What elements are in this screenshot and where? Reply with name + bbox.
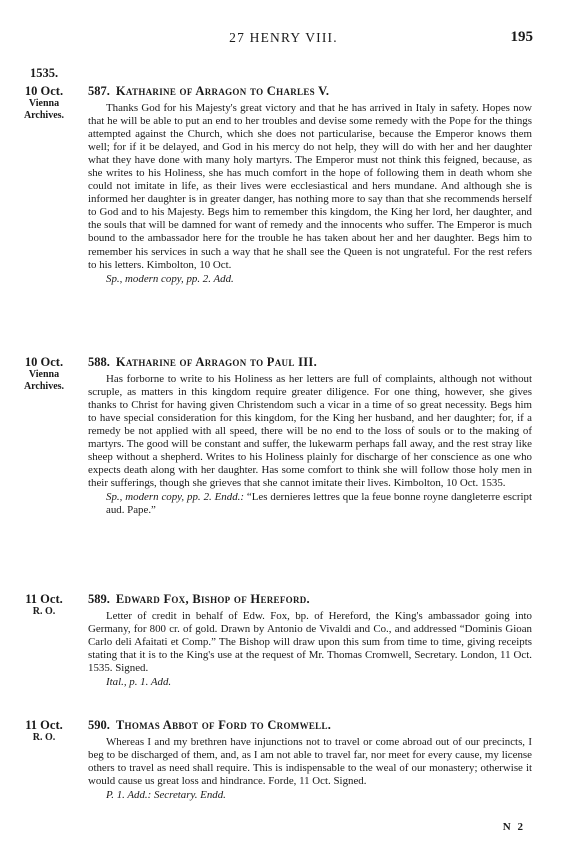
entry-date: 11 Oct.	[25, 592, 63, 606]
entry-note-text: Sp., modern copy, pp. 2. Add.	[106, 272, 234, 285]
entry-heading	[88, 718, 532, 733]
entry-note-text: Ital., p. 1. Add.	[106, 676, 172, 689]
entry-title: Katharine of Arragon to Paul III.	[115, 355, 317, 369]
entry-text: Letter of credit in behalf of Edw. Fox, bp. of Hereford, the King's ambassador going into Germany, for 800 cr. of gold. Drawn by Antonio de Vivaldi and Co., and addressed “Dominis Gioan Carlo deli Afaitati et Comp.” The Bishop will draw upon this sum from time to time, giving receipts stating that it is to the King's use at the request of Mr. Thomas Cromwell, Secretary. London, 11 Oct. 1535. Signed.	[88, 610, 532, 675]
entry-body	[88, 84, 532, 286]
entry-date: 11 Oct.	[25, 718, 63, 732]
entry-location: R. O.	[32, 732, 56, 743]
entry-text: Thanks God for his Majesty's great victory and that he has arrived in Italy in safety. Hopes now that he will be able to put an end to her troubles and devise some remedy with the Pope for the things attempted against the Church, which she does not particularise, because the Emperor knows them well; for if it be delayed, and God in his mercy do not help, they will do with her and her daughter what they have done with many holy martyrs. The Emperor must not think this feigned, because, as she writes to his Holiness, she has much comfort in the hope of following them in death whom she could not imitate in life, as their lives were ecclesiastical and hers mundane. And although she is informed her daughter is in greater danger, has nothing more to say than that she recommends herself to God and to his Majesty. Begs him to remember this kingdom, the King her lord, her daughter, and the souls that will be damned for want of remedy and the innocents who suffer. The Emperor is much bound to the ambassador here for the trouble he has taken about her and her daughter. Begs him to remember his services in such a way that he shall see the Queen is not ungrateful. For the rest refers to his letters. Kimbolton, 10 Oct.	[88, 102, 532, 271]
entry-endorsement: “Les dernieres lettres que la feue bonne royne dangleterre escript aud. Pape.”	[106, 491, 532, 517]
entry-note	[106, 491, 532, 517]
year-marker: 1535.	[30, 66, 59, 80]
entry-heading	[88, 84, 532, 99]
entry-body	[88, 718, 532, 802]
entry-margin	[8, 592, 80, 618]
entry-note	[106, 789, 532, 802]
entry-number: 588.	[88, 355, 110, 369]
entry-location: R. O.	[32, 606, 56, 617]
page-number: 195	[510, 29, 533, 45]
entry-number: 589.	[88, 592, 110, 606]
entry-location: Vienna Archives.	[23, 98, 65, 121]
entry-margin	[8, 718, 80, 744]
entry-heading	[88, 592, 532, 607]
entry-note	[106, 676, 532, 689]
entry-title: Thomas Abbot of Ford to Cromwell.	[115, 718, 332, 732]
entry-note-text: P. 1. Add.: Secretary. Endd.	[106, 789, 226, 802]
entry-location: Vienna Archives.	[23, 369, 65, 392]
entry-body	[88, 592, 532, 689]
running-title: 27 HENRY VIII.	[229, 30, 338, 45]
entry-note	[106, 273, 532, 286]
entry-title: Katharine of Arragon to Charles V.	[115, 84, 330, 98]
entry-text: Whereas I and my brethren have injunctions not to travel or come abroad out of our precincts, I beg to be discharged of them, and, as I am not able to travel far, nor meet for every cause, my license others to travel as need shall require. This is indispensable to the weal of our monastery; otherwise it would cause us great loss and hindrance. Forde, 11 Oct. Signed.	[88, 736, 532, 788]
entry-date: 10 Oct.	[24, 84, 64, 98]
entry-heading	[88, 355, 532, 370]
entry-body	[88, 355, 532, 518]
signature-mark: N 2	[502, 821, 525, 833]
entry-number: 590.	[88, 718, 110, 732]
entry-date: 10 Oct.	[24, 355, 64, 369]
entry-title: Edward Fox, Bishop of Hereford.	[115, 592, 310, 606]
page-header	[0, 30, 567, 48]
entry-margin	[8, 355, 80, 393]
entry-note-text: Sp., modern copy, pp. 2. Endd.:	[106, 491, 244, 504]
entry-margin	[8, 84, 80, 122]
entry-number: 587.	[88, 84, 110, 98]
entry-text: Has forborne to write to his Holiness as her letters are full of complaints, although not without scruple, as matters in this kingdom require greater diligence. For one thing, however, she gives thanks to Christ for having given Christendom such a vicar in a time of so great necessity. Begs him to have special consideration for this kingdom, for the King her husband, and her daughter; for, if a remedy be not applied with all speed, there will be no end to the loss of souls or to the making of martyrs. The good will be constant and suffer, the lukewarm perhaps fall away, and the rest stray like sheep without a shepherd. Writes to his Holiness plainly for discharge of her conscience as one who expects death along with her daughter. Has some comfort to think she will follow those holy men in their sufferings, though she grieves that she cannot imitate their lives. Kimbolton, 10 Oct. 1535.	[88, 373, 532, 490]
